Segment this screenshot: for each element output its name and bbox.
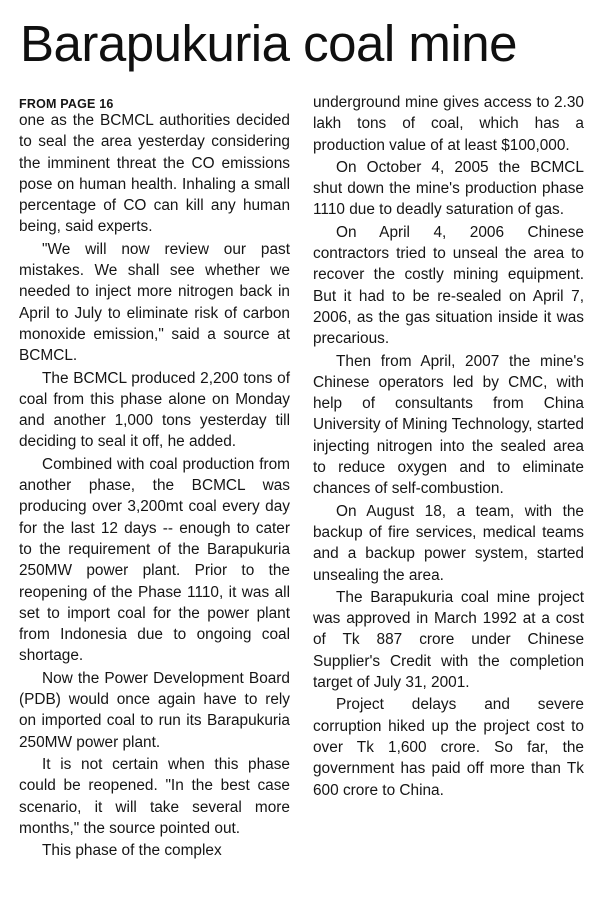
paragraph: It is not certain when this phase could be reopened. "In the best case scenario, it will take several more months," the source pointed out.	[19, 755, 290, 837]
paragraph: On August 18, a team, with the backup of fire services, medical teams and a backup power system, started unsealing the area.	[313, 502, 584, 584]
paragraph: The BCMCL produced 2,200 tons of coal from this phase alone on Monday and another 1,000 tons yesterday till deciding to seal it off, he added.	[19, 369, 290, 451]
paragraph: one as the BCMCL authorities decided to seal the area yesterday considering the imminent threat the CO emissions pose on human health. Inhaling a small percentage of CO can kill any human being, said experts.	[19, 112, 290, 236]
left-column	[19, 92, 290, 861]
right-column	[313, 92, 584, 801]
paragraph: This phase of the complex	[42, 842, 222, 860]
paragraph: Then from April, 2007 the mine's Chinese operators led by CMC, with help of consultants from China University of Mining Technology, started injecting nitrogen into the sealed area to reduce oxygen and to eliminate chances of self-combustion.	[313, 352, 584, 498]
headline: Barapukuria coal mine	[20, 15, 517, 72]
paragraph: Combined with coal production from another phase, the BCMCL was producing over 3,200mt coal every day for the last 12 days -- enough to cater to the requirement of the Barapukuria 250MW power plant. Prior to the reopening of the Phase 1110, it was all set to import coal for the power plant from Indonesia due to ongoing coal shortage.	[19, 455, 290, 665]
paragraph: underground mine gives access to 2.30 lakh tons of coal, which has a production value of at least $100,000.	[313, 94, 584, 154]
paragraph: The Barapukuria coal mine project was approved in March 1992 at a cost of Tk 887 crore under Chinese Supplier's Credit with the completion target of July 31, 2001.	[313, 588, 584, 692]
paragraph: Now the Power Development Board (PDB) would once again have to rely on imported coal to run its Barapukuria 250MW power plant.	[19, 669, 290, 751]
paragraph: Project delays and severe corruption hiked up the project cost to over Tk 1,600 crore. So far, the government has paid off more than Tk 600 crore to China.	[313, 696, 584, 799]
paragraph: On April 4, 2006 Chinese contractors tried to unseal the area to recover the costly mining equipment. But it had to be re-sealed on April 7, 2006, as the gas situation inside it was precarious.	[313, 223, 584, 348]
continuation-kicker: FROM PAGE 16	[19, 97, 114, 111]
paragraph: "We will now review our past mistakes. We shall see whether we needed to inject more nitrogen back in April to July to eliminate risk of carbon monoxide emission," said a source at BCMCL.	[19, 240, 290, 365]
paragraph: On October 4, 2005 the BCMCL shut down the mine's production phase 1110 due to deadly saturation of gas.	[313, 158, 584, 219]
